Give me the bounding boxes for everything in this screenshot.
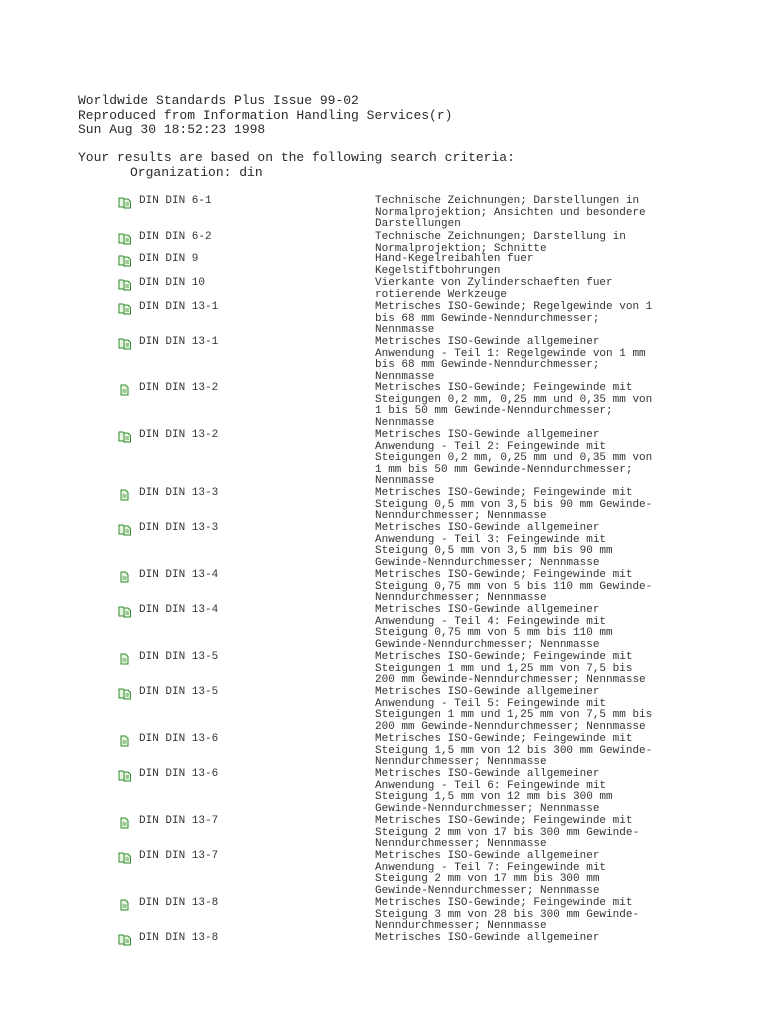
result-code-link[interactable]: DIN DIN 13-1 (139, 336, 219, 348)
result-row (118, 277, 718, 301)
result-title: Metrisches ISO-Gewinde allgemeiner Anwendung - Teil 5: Feingewinde mit Steigungen 1 mm und 1,25 mm von 7,5 mm bis 200 mm Gewinde-Nenndurchmesser; Nennmasse (375, 686, 653, 733)
double-doc-icon[interactable] (118, 688, 132, 700)
result-title: Metrisches ISO-Gewinde allgemeiner Anwendung - Teil 6: Feingewinde mit Steigung 1,5 mm von 12 mm bis 300 mm Gewinde-Nenndurchmesser; Nennmasse (375, 768, 613, 815)
result-title: Metrisches ISO-Gewinde; Feingewinde mit Steigung 2 mm von 17 bis 300 mm Gewinde- Nenndurchmesser; Nennmasse (375, 815, 640, 851)
result-row (118, 897, 718, 933)
result-code-link[interactable]: DIN DIN 13-4 (139, 604, 219, 616)
result-code-link[interactable]: DIN DIN 9 (139, 253, 199, 265)
single-doc-icon[interactable] (118, 899, 132, 911)
single-doc-icon[interactable] (118, 653, 132, 665)
result-code-link[interactable]: DIN DIN 13-3 (139, 522, 219, 534)
single-doc-icon[interactable] (118, 384, 132, 396)
result-row (118, 522, 718, 569)
result-code-link[interactable]: DIN DIN 13-6 (139, 733, 219, 745)
result-code-link[interactable]: DIN DIN 13-7 (139, 850, 219, 862)
result-row (118, 429, 718, 488)
result-row (118, 487, 718, 523)
double-doc-icon[interactable] (118, 431, 132, 443)
result-title: Metrisches ISO-Gewinde allgemeiner Anwendung - Teil 4: Feingewinde mit Steigung 0,75 mm von 5 mm bis 110 mm Gewinde-Nenndurchmesser; Nennmasse (375, 604, 613, 651)
result-code-link[interactable]: DIN DIN 13-7 (139, 815, 219, 827)
result-row (118, 253, 718, 277)
single-doc-icon[interactable] (118, 817, 132, 829)
double-doc-icon[interactable] (118, 524, 132, 536)
result-code-link[interactable]: DIN DIN 13-2 (139, 429, 219, 441)
result-title: Technische Zeichnungen; Darstellung in Normalprojektion; Schnitte (375, 231, 626, 255)
double-doc-icon[interactable] (118, 338, 132, 350)
double-doc-icon[interactable] (118, 303, 132, 315)
result-code-link[interactable]: DIN DIN 13-1 (139, 301, 219, 313)
result-code-link[interactable]: DIN DIN 13-5 (139, 651, 219, 663)
result-row (118, 569, 718, 605)
result-title: Metrisches ISO-Gewinde allgemeiner Anwendung - Teil 2: Feingewinde mit Steigungen 0,2 mm, 0,25 mm und 0,35 mm von 1 mm bis 50 mm Gewinde-Nenndurchmesser; Nennmasse (375, 429, 653, 488)
search-criteria (78, 151, 515, 180)
double-doc-icon[interactable] (118, 934, 132, 946)
result-title: Hand-Kegelreibahlen fuer Kegelstiftbohrungen (375, 253, 534, 277)
double-doc-icon[interactable] (118, 233, 132, 245)
result-title: Technische Zeichnungen; Darstellungen in Normalprojektion; Ansichten und besondere Darstellungen (375, 195, 646, 231)
result-row (118, 733, 718, 769)
result-row (118, 336, 718, 383)
result-title: Vierkante von Zylinderschaeften fuer rotierende Werkzeuge (375, 277, 613, 301)
result-row (118, 768, 718, 815)
result-code-link[interactable]: DIN DIN 10 (139, 277, 206, 289)
result-row (118, 651, 718, 687)
result-title: Metrisches ISO-Gewinde; Feingewinde mit Steigung 0,5 mm von 3,5 bis 90 mm Gewinde- Nenndurchmesser; Nennmasse (375, 487, 653, 523)
double-doc-icon[interactable] (118, 255, 132, 267)
result-title: Metrisches ISO-Gewinde; Feingewinde mit Steigungen 1 mm und 1,25 mm von 7,5 bis 200 mm Gewinde-Nenndurchmesser; Nennmasse (375, 651, 646, 687)
double-doc-icon[interactable] (118, 770, 132, 782)
result-code-link[interactable]: DIN DIN 13-2 (139, 382, 219, 394)
result-row (118, 301, 718, 337)
result-title: Metrisches ISO-Gewinde allgemeiner Anwendung - Teil 3: Feingewinde mit Steigung 0,5 mm von 3,5 mm bis 90 mm Gewinde-Nenndurchmesser; Nennmasse (375, 522, 613, 569)
result-code-link[interactable]: DIN DIN 13-5 (139, 686, 219, 698)
criteria-organization: Organization: din (130, 164, 263, 180)
single-doc-icon[interactable] (118, 571, 132, 583)
result-row (118, 686, 718, 733)
single-doc-icon[interactable] (118, 489, 132, 501)
result-title: Metrisches ISO-Gewinde allgemeiner (375, 932, 600, 944)
double-doc-icon[interactable] (118, 852, 132, 864)
header-line-source: Reproduced from Information Handling Services(r) (78, 107, 453, 123)
result-row (118, 933, 718, 946)
document-header (78, 94, 452, 138)
result-code-link[interactable]: DIN DIN 13-4 (139, 569, 219, 581)
result-title: Metrisches ISO-Gewinde; Regelgewinde von 1 bis 68 mm Gewinde-Nenndurchmesser; Nennmasse (375, 301, 653, 337)
result-code-link[interactable]: DIN DIN 6-1 (139, 195, 212, 207)
result-title: Metrisches ISO-Gewinde allgemeiner Anwendung - Teil 1: Regelgewinde von 1 mm bis 68 mm Gewinde-Nenndurchmesser; Nennmasse (375, 336, 646, 383)
header-line-date: Sun Aug 30 18:52:23 1998 (78, 122, 266, 137)
result-title: Metrisches ISO-Gewinde; Feingewinde mit Steigung 0,75 mm von 5 bis 110 mm Gewinde- Nenndurchmesser; Nennmasse (375, 569, 653, 605)
result-code-link[interactable]: DIN DIN 13-8 (139, 897, 219, 909)
result-row (118, 850, 718, 897)
double-doc-icon[interactable] (118, 197, 132, 209)
header-line-issue: Worldwide Standards Plus Issue 99-02 (78, 93, 359, 108)
result-row (118, 195, 718, 231)
result-title: Metrisches ISO-Gewinde; Feingewinde mit Steigungen 0,2 mm, 0,25 mm und 0,35 mm von 1 bis 50 mm Gewinde-Nenndurchmesser; Nennmasse (375, 382, 653, 429)
result-row (118, 231, 718, 255)
result-code-link[interactable]: DIN DIN 13-6 (139, 768, 219, 780)
result-row (118, 604, 718, 651)
single-doc-icon[interactable] (118, 735, 132, 747)
result-title: Metrisches ISO-Gewinde allgemeiner Anwendung - Teil 7: Feingewinde mit Steigung 2 mm von 17 mm bis 300 mm Gewinde-Nenndurchmesser; Nennmasse (375, 850, 607, 897)
result-code-link[interactable]: DIN DIN 6-2 (139, 231, 212, 243)
criteria-intro: Your results are based on the following search criteria: (78, 150, 515, 165)
result-title: Metrisches ISO-Gewinde; Feingewinde mit Steigung 3 mm von 28 bis 300 mm Gewinde- Nenndurchmesser; Nennmasse (375, 897, 640, 933)
result-title: Metrisches ISO-Gewinde; Feingewinde mit Steigung 1,5 mm von 12 bis 300 mm Gewinde- Nenndurchmesser; Nennmasse (375, 733, 653, 769)
double-doc-icon[interactable] (118, 606, 132, 618)
result-code-link[interactable]: DIN DIN 13-8 (139, 932, 219, 944)
double-doc-icon[interactable] (118, 279, 132, 291)
result-row (118, 815, 718, 851)
result-code-link[interactable]: DIN DIN 13-3 (139, 487, 219, 499)
result-row (118, 382, 718, 429)
